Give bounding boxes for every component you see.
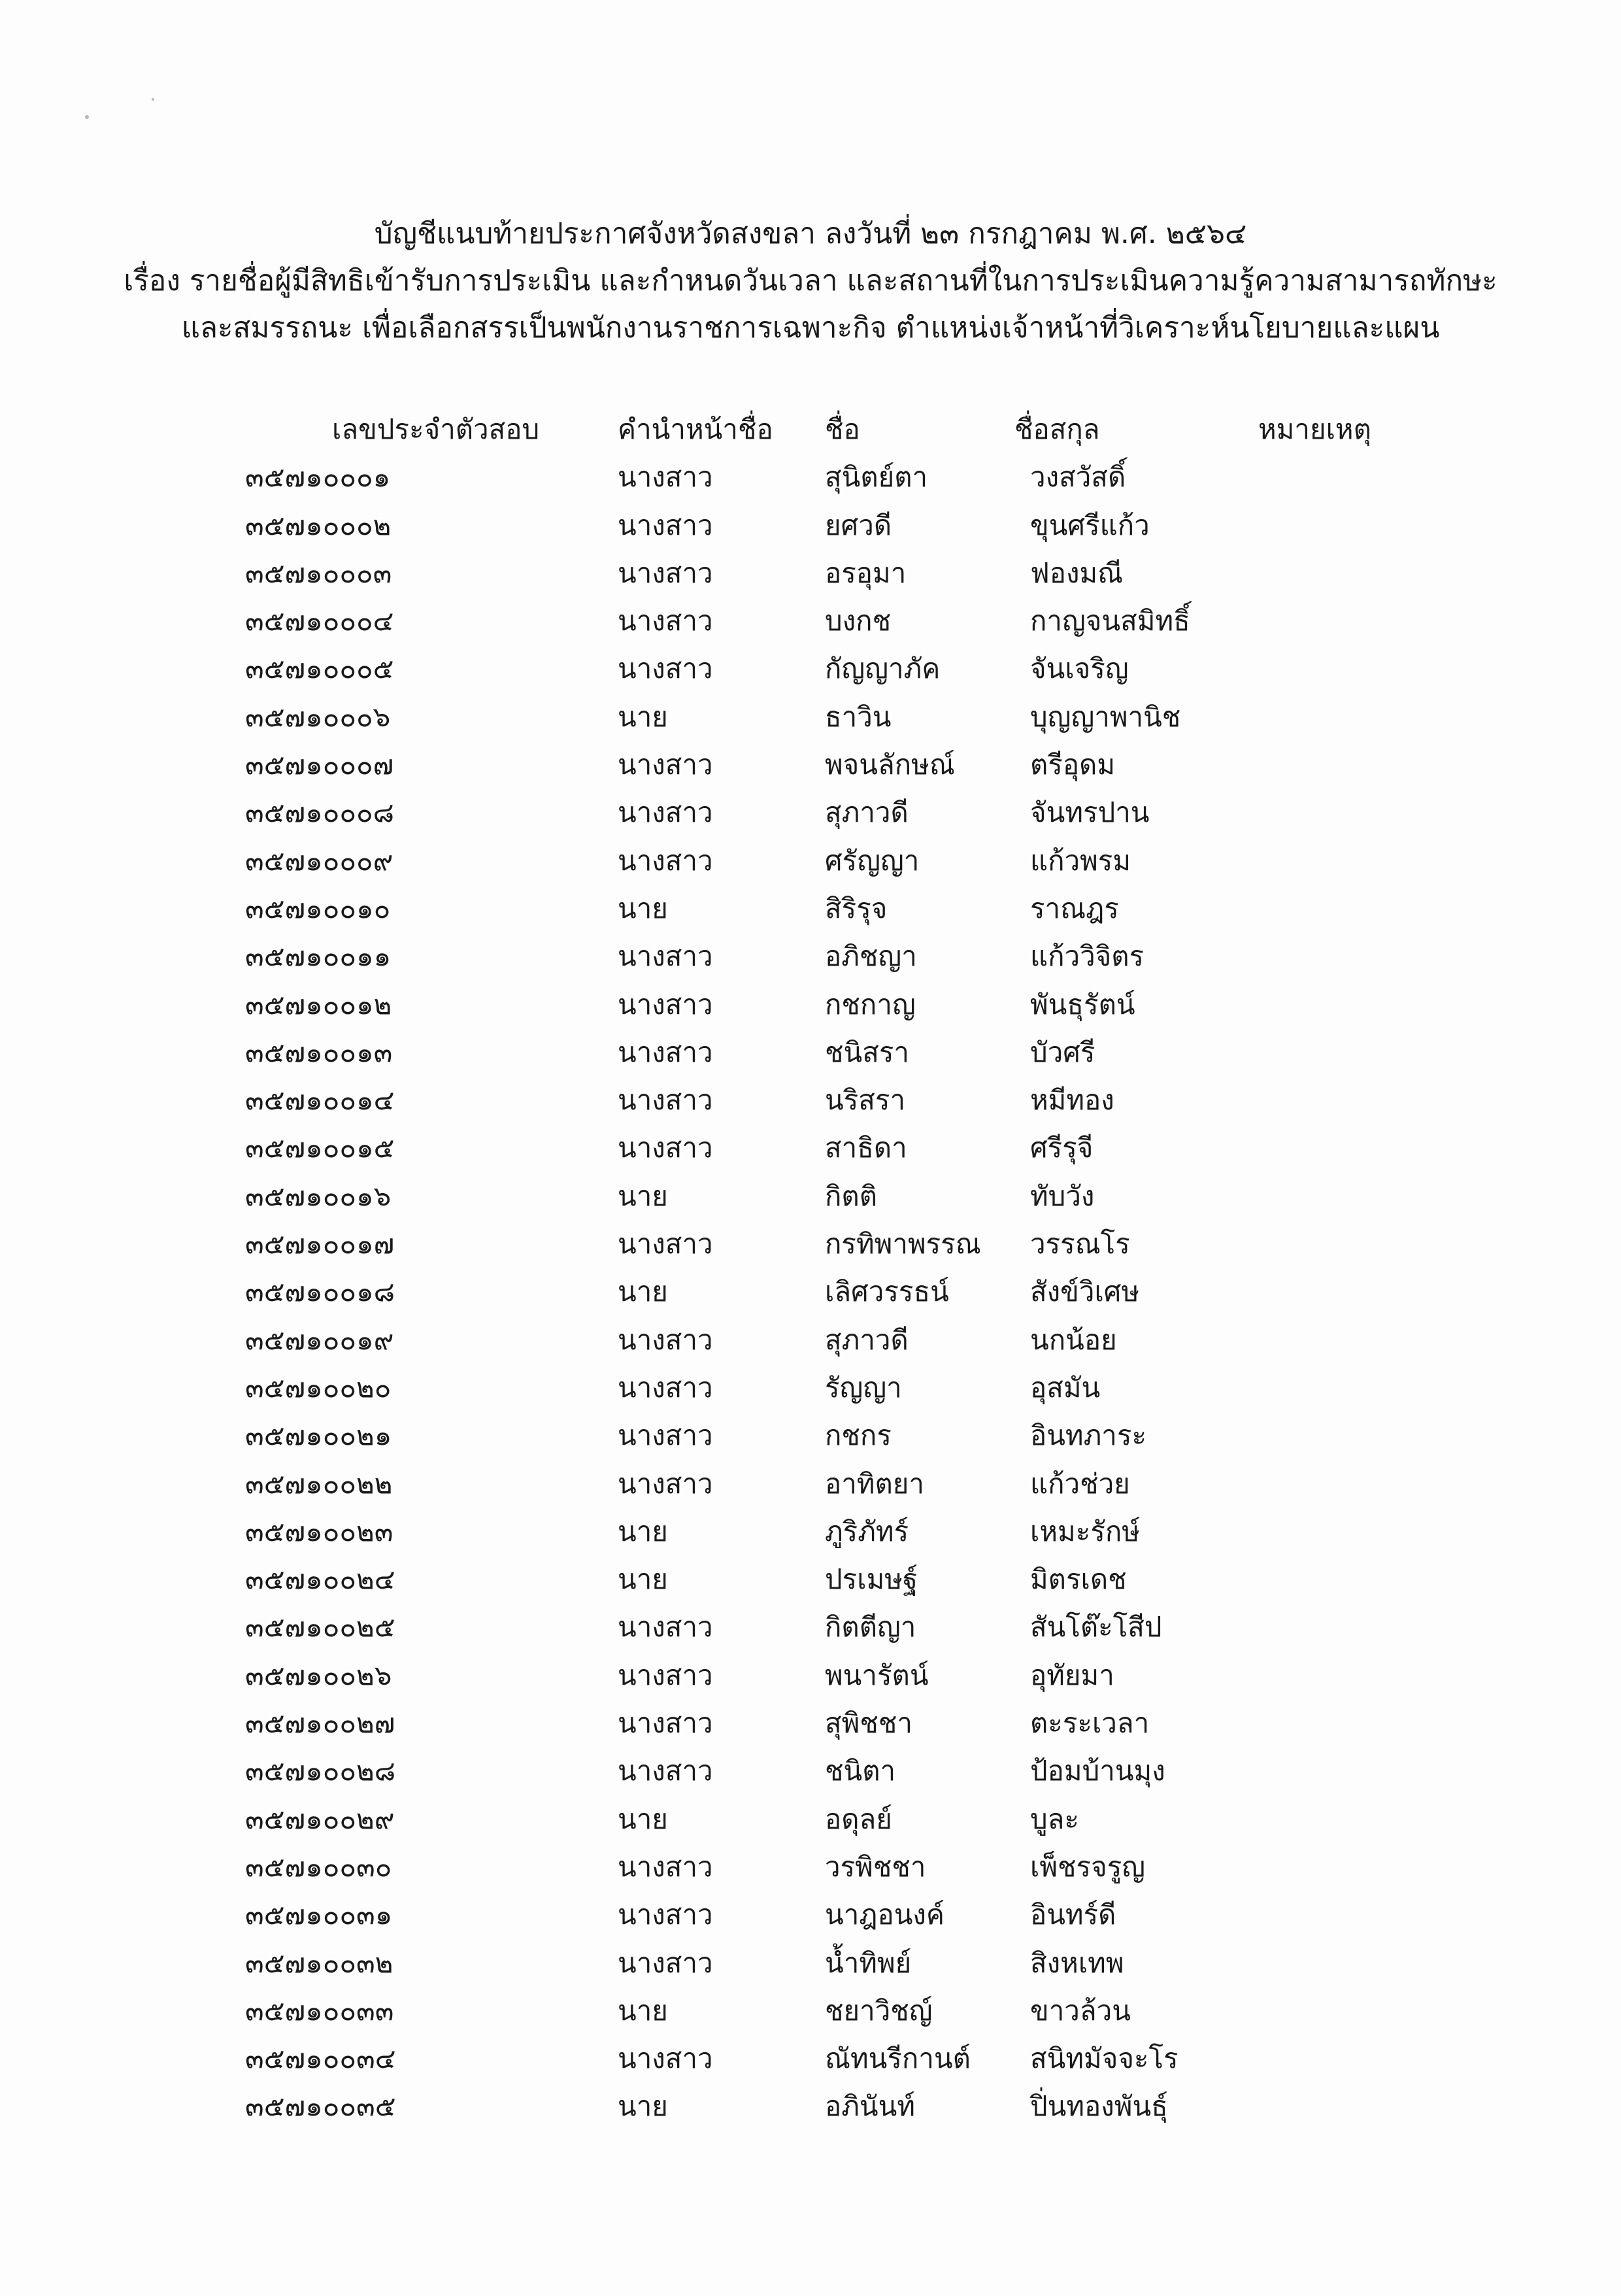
table-row xyxy=(0,1316,1621,1364)
first-name: บงกช xyxy=(825,605,892,637)
candidate-id: ๓๕๗๑๐๐๑๒ xyxy=(245,988,392,1021)
candidate-id: ๓๕๗๑๐๐๒๔ xyxy=(245,1563,395,1596)
table-row xyxy=(0,1076,1621,1124)
name-prefix: นางสาว xyxy=(618,749,713,781)
table-row xyxy=(0,1411,1621,1459)
name-prefix: นางสาว xyxy=(618,2042,713,2075)
candidate-id: ๓๕๗๑๐๐๑๗ xyxy=(245,1228,395,1260)
document-heading xyxy=(0,211,1621,352)
candidate-id: ๓๕๗๑๐๐๒๓ xyxy=(245,1515,393,1547)
name-prefix: นาย xyxy=(618,1802,668,1835)
last-name: ทับวัง xyxy=(1030,1179,1095,1212)
candidate-id: ๓๕๗๑๐๐๐๓ xyxy=(245,556,392,589)
table-row xyxy=(0,1508,1621,1555)
table-row xyxy=(0,2034,1621,2082)
first-name: กิตตีญา xyxy=(825,1611,916,1644)
table-body xyxy=(0,453,1621,2130)
first-name: อภิชญา xyxy=(825,940,917,973)
first-name: กรทิพาพรรณ xyxy=(825,1228,981,1260)
name-prefix: นางสาว xyxy=(618,1371,713,1404)
last-name: ศรีรุจี xyxy=(1030,1132,1094,1164)
last-name: อุทัยมา xyxy=(1030,1659,1114,1691)
table-row xyxy=(0,741,1621,788)
last-name: อุสมัน xyxy=(1030,1371,1101,1404)
first-name: กชกาญ xyxy=(825,988,916,1021)
heading-line-3: และสมรรถนะ เพื่อเลือกสรรเป็นพนักงานราชการเฉพาะกิจ ตำแหน่งเจ้าหน้าที่วิเคราะห์นโยบายและแผน xyxy=(181,311,1440,345)
table-row xyxy=(0,981,1621,1028)
name-prefix: นาย xyxy=(618,2090,668,2123)
first-name: พจนลักษณ์ xyxy=(825,749,955,781)
last-name: ฟองมณี xyxy=(1030,556,1124,589)
first-name: น้ำทิพย์ xyxy=(825,1946,912,1979)
candidate-id: ๓๕๗๑๐๐๓๕ xyxy=(245,2090,396,2123)
name-prefix: นาย xyxy=(618,1515,668,1547)
table-row xyxy=(0,1699,1621,1747)
first-name: สาธิดา xyxy=(825,1132,907,1164)
candidate-id: ๓๕๗๑๐๐๓๓ xyxy=(245,1994,394,2027)
first-name: นาฎอนงค์ xyxy=(825,1899,945,1931)
first-name: ศรัญญา xyxy=(825,844,920,877)
last-name: แก้วพรม xyxy=(1030,844,1131,877)
last-name: แก้ววิจิตร xyxy=(1030,940,1145,973)
last-name: เหมะรักษ์ xyxy=(1030,1515,1140,1547)
candidate-id: ๓๕๗๑๐๐๓๒ xyxy=(245,1946,393,1979)
last-name: จันทรปาน xyxy=(1030,796,1150,829)
table-row xyxy=(0,1987,1621,2034)
name-prefix: นางสาว xyxy=(618,1036,713,1068)
heading-line-2: เรื่อง รายชื่อผู้มีสิทธิเข้ารับการประเมิน และกำหนดวันเวลา และสถานที่ในการประเมินความรู้ความสามารถทักษะ xyxy=(124,264,1497,297)
name-prefix: นางสาว xyxy=(618,1611,713,1644)
candidate-id: ๓๕๗๑๐๐๒๙ xyxy=(245,1802,395,1835)
candidate-table xyxy=(0,405,1621,2131)
first-name: สุพิชชา xyxy=(825,1707,912,1740)
name-prefix: นางสาว xyxy=(618,461,713,494)
last-name: ป้อมบ้านมุง xyxy=(1030,1755,1165,1787)
candidate-id: ๓๕๗๑๐๐๑๙ xyxy=(245,1323,394,1356)
name-prefix: นางสาว xyxy=(618,1707,713,1740)
candidate-id: ๓๕๗๑๐๐๑๘ xyxy=(245,1275,395,1308)
table-row xyxy=(0,2082,1621,2130)
name-prefix: นาย xyxy=(618,892,668,924)
name-prefix: นางสาว xyxy=(618,1850,713,1883)
first-name: พนารัตน์ xyxy=(825,1659,929,1691)
scan-speck xyxy=(85,115,89,119)
last-name: ปิ่นทองพันธุ์ xyxy=(1030,2090,1168,2123)
column-header-note: หมายเหตุ xyxy=(1258,413,1371,445)
name-prefix: นางสาว xyxy=(618,605,713,637)
first-name: อภินันท์ xyxy=(825,2090,916,2123)
name-prefix: นางสาว xyxy=(618,796,713,829)
candidate-id: ๓๕๗๑๐๐๓๐ xyxy=(245,1850,392,1883)
table-row xyxy=(0,1795,1621,1843)
first-name: วรพิชชา xyxy=(825,1850,926,1883)
table-row xyxy=(0,453,1621,501)
last-name: กาญจนสมิทธิ์ xyxy=(1030,605,1190,637)
last-name: สนิทมัจจะโร xyxy=(1030,2042,1178,2075)
last-name: จันเจริญ xyxy=(1030,652,1129,685)
last-name: บุญญาพานิช xyxy=(1030,700,1181,733)
name-prefix: นางสาว xyxy=(618,988,713,1021)
candidate-id: ๓๕๗๑๐๐๑๕ xyxy=(245,1132,395,1164)
candidate-id: ๓๕๗๑๐๐๒๐ xyxy=(245,1371,392,1404)
name-prefix: นางสาว xyxy=(618,1132,713,1164)
candidate-id: ๓๕๗๑๐๐๑๑ xyxy=(245,940,392,973)
scan-speck xyxy=(152,98,154,101)
name-prefix: นางสาว xyxy=(618,1659,713,1691)
first-name: ธาวิน xyxy=(825,700,892,733)
table-row xyxy=(0,693,1621,741)
candidate-id: ๓๕๗๑๐๐๓๔ xyxy=(245,2042,396,2075)
first-name: นริสรา xyxy=(825,1084,906,1117)
first-name: อรอุมา xyxy=(825,556,907,589)
first-name: สุภาวดี xyxy=(825,1323,909,1356)
candidate-id: ๓๕๗๑๐๐๐๕ xyxy=(245,652,394,685)
last-name: หมีทอง xyxy=(1030,1084,1114,1117)
first-name: อาทิตยา xyxy=(825,1467,924,1500)
table-row xyxy=(0,885,1621,932)
candidate-id: ๓๕๗๑๐๐๐๘ xyxy=(245,796,395,829)
name-prefix: นาย xyxy=(618,1179,668,1212)
table-row xyxy=(0,1747,1621,1795)
last-name: แก้วช่วย xyxy=(1030,1467,1130,1500)
last-name: ตรีอุดม xyxy=(1030,749,1116,781)
last-name: สิงหเทพ xyxy=(1030,1946,1124,1979)
first-name: ยศวดี xyxy=(825,509,892,541)
table-row xyxy=(0,1028,1621,1076)
first-name: สิริรุจ xyxy=(825,892,888,924)
table-row xyxy=(0,1172,1621,1220)
name-prefix: นางสาว xyxy=(618,940,713,973)
last-name: พันธุรัตน์ xyxy=(1030,988,1135,1021)
first-name: ชยาวิชญ์ xyxy=(825,1994,933,2027)
table-header-row xyxy=(0,405,1621,453)
name-prefix: นางสาว xyxy=(618,509,713,541)
candidate-id: ๓๕๗๑๐๐๐๑ xyxy=(245,461,391,494)
name-prefix: นางสาว xyxy=(618,652,713,685)
name-prefix: นางสาว xyxy=(618,1323,713,1356)
column-header-last-name: ชื่อสกุล xyxy=(1014,413,1100,445)
name-prefix: นางสาว xyxy=(618,1228,713,1260)
candidate-id: ๓๕๗๑๐๐๑๓ xyxy=(245,1036,393,1068)
candidate-id: ๓๕๗๑๐๐๑๖ xyxy=(245,1179,392,1212)
candidate-id: ๓๕๗๑๐๐๒๘ xyxy=(245,1755,396,1787)
name-prefix: นางสาว xyxy=(618,844,713,877)
name-prefix: นางสาว xyxy=(618,556,713,589)
table-row xyxy=(0,1268,1621,1315)
table-row xyxy=(0,788,1621,836)
table-row xyxy=(0,1124,1621,1172)
last-name: วรรณโร xyxy=(1030,1228,1130,1260)
first-name: กชกร xyxy=(825,1419,892,1452)
first-name: รัญญา xyxy=(825,1371,902,1404)
last-name: ขาวล้วน xyxy=(1030,1994,1131,2027)
last-name: บูละ xyxy=(1030,1802,1079,1835)
last-name: อินทภาระ xyxy=(1030,1419,1147,1452)
name-prefix: นาย xyxy=(618,1994,668,2027)
last-name: บัวศรี xyxy=(1030,1036,1095,1068)
first-name: กัญญาภัค xyxy=(825,652,941,685)
table-row xyxy=(0,932,1621,980)
table-row xyxy=(0,1891,1621,1938)
last-name: วงสวัสดิ์ xyxy=(1030,461,1126,494)
first-name: อดุลย์ xyxy=(825,1802,892,1835)
name-prefix: นาย xyxy=(618,1275,668,1308)
candidate-id: ๓๕๗๑๐๐๒๗ xyxy=(245,1707,395,1740)
name-prefix: นางสาว xyxy=(618,1419,713,1452)
first-name: ปรเมษฐ์ xyxy=(825,1563,918,1596)
candidate-id: ๓๕๗๑๐๐๐๙ xyxy=(245,844,393,877)
table-row xyxy=(0,1460,1621,1508)
last-name: มิตรเดช xyxy=(1030,1563,1127,1596)
name-prefix: นางสาว xyxy=(618,1084,713,1117)
candidate-id: ๓๕๗๑๐๐๐๔ xyxy=(245,605,394,637)
name-prefix: นางสาว xyxy=(618,1755,713,1787)
last-name: ราณฎร xyxy=(1030,892,1119,924)
last-name: อินทร์ดี xyxy=(1030,1899,1116,1931)
table-row xyxy=(0,1555,1621,1603)
candidate-id: ๓๕๗๑๐๐๐๖ xyxy=(245,700,391,733)
table-row xyxy=(0,1364,1621,1411)
candidate-id: ๓๕๗๑๐๐๒๖ xyxy=(245,1659,392,1691)
last-name: สังข์วิเศษ xyxy=(1030,1275,1140,1308)
candidate-id: ๓๕๗๑๐๐๐๒ xyxy=(245,509,392,541)
last-name: นกน้อย xyxy=(1030,1323,1117,1356)
table-row xyxy=(0,1651,1621,1699)
column-header-id: เลขประจำตัวสอบ xyxy=(332,413,540,445)
name-prefix: นางสาว xyxy=(618,1467,713,1500)
table-row xyxy=(0,549,1621,597)
candidate-id: ๓๕๗๑๐๐๑๔ xyxy=(245,1084,395,1117)
name-prefix: นาย xyxy=(618,700,668,733)
table-row xyxy=(0,1220,1621,1268)
first-name: สุภาวดี xyxy=(825,796,909,829)
candidate-id: ๓๕๗๑๐๐๐๗ xyxy=(245,749,394,781)
first-name: ชนิตา xyxy=(825,1755,896,1787)
heading-line-1: บัญชีแนบท้ายประกาศจังหวัดสงขลา ลงวันที่ ๒๓ กรกฎาคม พ.ศ. ๒๕๖๔ xyxy=(374,217,1247,250)
candidate-id: ๓๕๗๑๐๐๒๕ xyxy=(245,1611,395,1644)
first-name: สุนิตย์ตา xyxy=(825,461,928,494)
name-prefix: นาย xyxy=(618,1563,668,1596)
name-prefix: นางสาว xyxy=(618,1946,713,1979)
first-name: กิตติ xyxy=(825,1179,877,1212)
last-name: สันโต๊ะโสีป xyxy=(1030,1611,1162,1644)
first-name: ภูริภัทร์ xyxy=(825,1515,909,1547)
table-row xyxy=(0,1603,1621,1651)
last-name: ขุนศรีแก้ว xyxy=(1030,509,1150,541)
candidate-id: ๓๕๗๑๐๐๓๑ xyxy=(245,1899,393,1931)
table-row xyxy=(0,645,1621,692)
table-row xyxy=(0,597,1621,645)
last-name: เพ็ชรจรูญ xyxy=(1030,1850,1146,1883)
table-row xyxy=(0,1939,1621,1987)
table-row xyxy=(0,501,1621,549)
table-row xyxy=(0,837,1621,885)
column-header-first-name: ชื่อ xyxy=(825,413,860,445)
first-name: เลิศวรรธน์ xyxy=(825,1275,949,1308)
candidate-id: ๓๕๗๑๐๐๒๒ xyxy=(245,1467,393,1500)
candidate-id: ๓๕๗๑๐๐๑๐ xyxy=(245,892,391,924)
last-name: ตะระเวลา xyxy=(1030,1707,1150,1740)
first-name: ชนิสรา xyxy=(825,1036,909,1068)
candidate-id: ๓๕๗๑๐๐๒๑ xyxy=(245,1419,392,1452)
table-row xyxy=(0,1843,1621,1891)
column-header-prefix: คำนำหน้าชื่อ xyxy=(618,413,773,445)
name-prefix: นางสาว xyxy=(618,1899,713,1931)
first-name: ณัทนรีกานต์ xyxy=(825,2042,971,2075)
